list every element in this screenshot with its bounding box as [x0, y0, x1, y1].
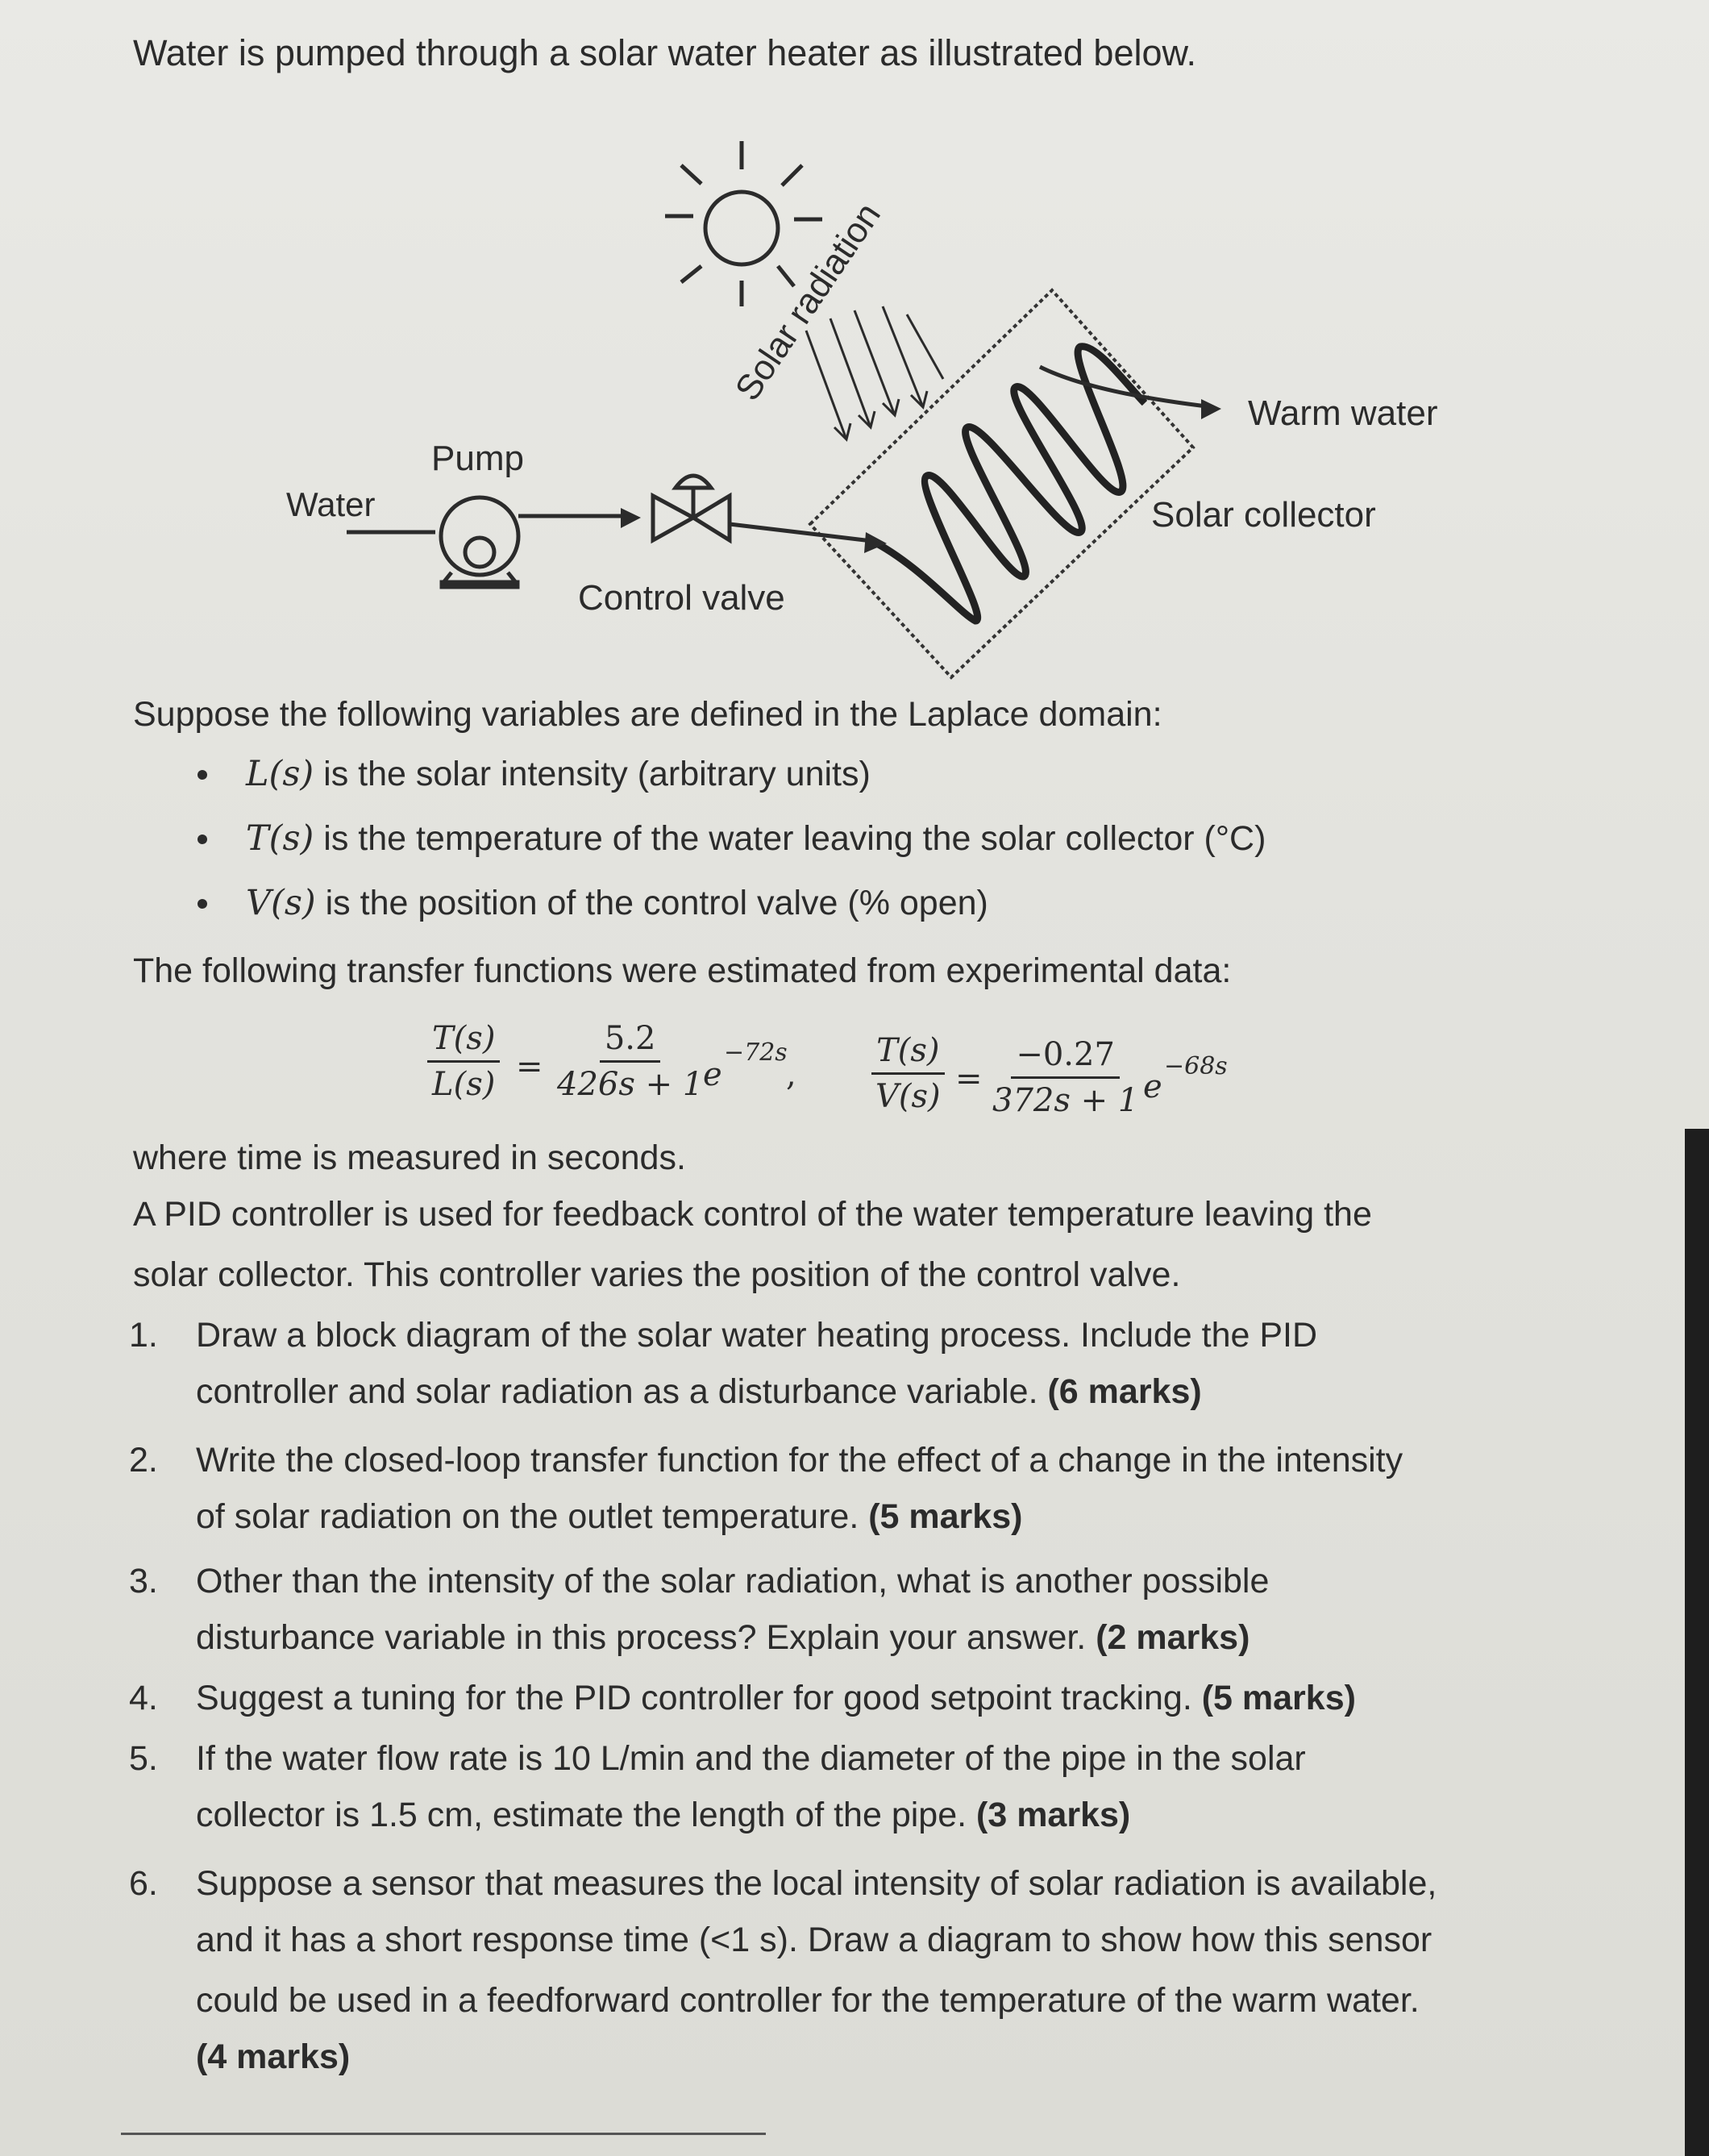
radiation-arrows	[806, 306, 943, 439]
pump-label: Pump	[431, 439, 524, 478]
tf1-separator: ,	[786, 1056, 796, 1093]
question-number: 4.	[129, 1679, 158, 1717]
question-number: 1.	[129, 1316, 158, 1355]
tf-intro: The following transfer functions were estimated from experimental data:	[133, 951, 1232, 990]
question-number: 2.	[129, 1441, 158, 1480]
question-6-marks: (4 marks)	[196, 2037, 351, 2076]
question-5-line1: If the water flow rate is 10 L/min and the diameter of the pipe in the solar	[196, 1739, 1306, 1778]
variables-intro: Suppose the following variables are defined in the Laplace domain:	[133, 695, 1162, 734]
solar-heater-diagram	[0, 0, 1685, 710]
question-number: 6.	[129, 1864, 158, 1903]
question-1-line1: Draw a block diagram of the solar water heating process. Include the PID	[196, 1316, 1318, 1355]
monitor-bezel	[1685, 1129, 1709, 2156]
tf1-exponent: −72s	[724, 1038, 788, 1067]
variable-item: V(s) is the position of the control valve (% open)	[246, 883, 988, 923]
question-5-line2: collector is 1.5 cm, estimate the length of the pipe. (3 marks)	[196, 1796, 1131, 1834]
question-6-line3: could be used in a feedforward controller for the temperature of the warm water.	[196, 1981, 1420, 2020]
pid-text-line2: solar collector. This controller varies the position of the control valve.	[133, 1255, 1181, 1294]
solar-collector-label: Solar collector	[1151, 495, 1376, 535]
tf2-equals: =	[955, 1060, 983, 1097]
question-3-line1: Other than the intensity of the solar radiation, what is another possible	[196, 1562, 1270, 1600]
bullet-dot	[198, 899, 207, 909]
tf1-rhs: $\frac{5.2}{426s + 1}$	[557, 1020, 704, 1103]
question-2-line2: of solar radiation on the outlet temperature. (5 marks)	[196, 1497, 1023, 1536]
tf2-lhs: $\frac{T(s)}{V(s)}$	[871, 1032, 946, 1115]
tf1-lhs: $\frac{T(s)}{L(s)}$	[427, 1020, 500, 1103]
variable-item: L(s) is the solar intensity (arbitrary units)	[246, 754, 871, 794]
question-number: 5.	[129, 1739, 158, 1778]
solar-radiation-label: Solar radiation	[727, 195, 888, 408]
bullet-dot	[198, 835, 207, 844]
warm-water-label: Warm water	[1248, 393, 1438, 433]
water-label: Water	[286, 485, 376, 523]
time-note: where time is measured in seconds.	[133, 1138, 686, 1177]
tf1-equals: =	[516, 1048, 543, 1085]
divider	[121, 2133, 766, 2135]
question-6-line1: Suppose a sensor that measures the local intensity of solar radiation is available,	[196, 1864, 1437, 1903]
question-1-line2: controller and solar radiation as a disturbance variable. (6 marks)	[196, 1372, 1202, 1411]
tf2-exp-base: e	[1143, 1068, 1162, 1105]
question-6-line2: and it has a short response time (<1 s). Draw a diagram to show how this sensor	[196, 1921, 1432, 1959]
variable-item: T(s) is the temperature of the water leaving the solar collector (°C)	[246, 818, 1266, 859]
question-3-line2: disturbance variable in this process? Explain your answer. (2 marks)	[196, 1618, 1250, 1657]
control-valve-icon	[653, 476, 730, 540]
pump-icon	[441, 497, 518, 587]
question-number: 3.	[129, 1562, 158, 1600]
tf1-exp-base: e	[703, 1056, 722, 1093]
bullet-dot	[198, 770, 207, 780]
solar-collector-panel	[810, 290, 1193, 677]
question-4-line1: Suggest a tuning for the PID controller for good setpoint tracking. (5 marks)	[196, 1679, 1356, 1717]
tf2-exponent: −68s	[1164, 1052, 1228, 1080]
warm-water-arrow	[1201, 399, 1221, 419]
intro-text: Water is pumped through a solar water heater as illustrated below.	[133, 32, 1197, 73]
tf2-rhs: $\frac{-0.27}{372s + 1}$	[992, 1036, 1139, 1119]
pid-text-line1: A PID controller is used for feedback control of the water temperature leaving the	[133, 1195, 1372, 1234]
question-2-line1: Write the closed-loop transfer function for the effect of a change in the intensity	[196, 1441, 1403, 1480]
control-valve-label: Control valve	[578, 578, 785, 618]
